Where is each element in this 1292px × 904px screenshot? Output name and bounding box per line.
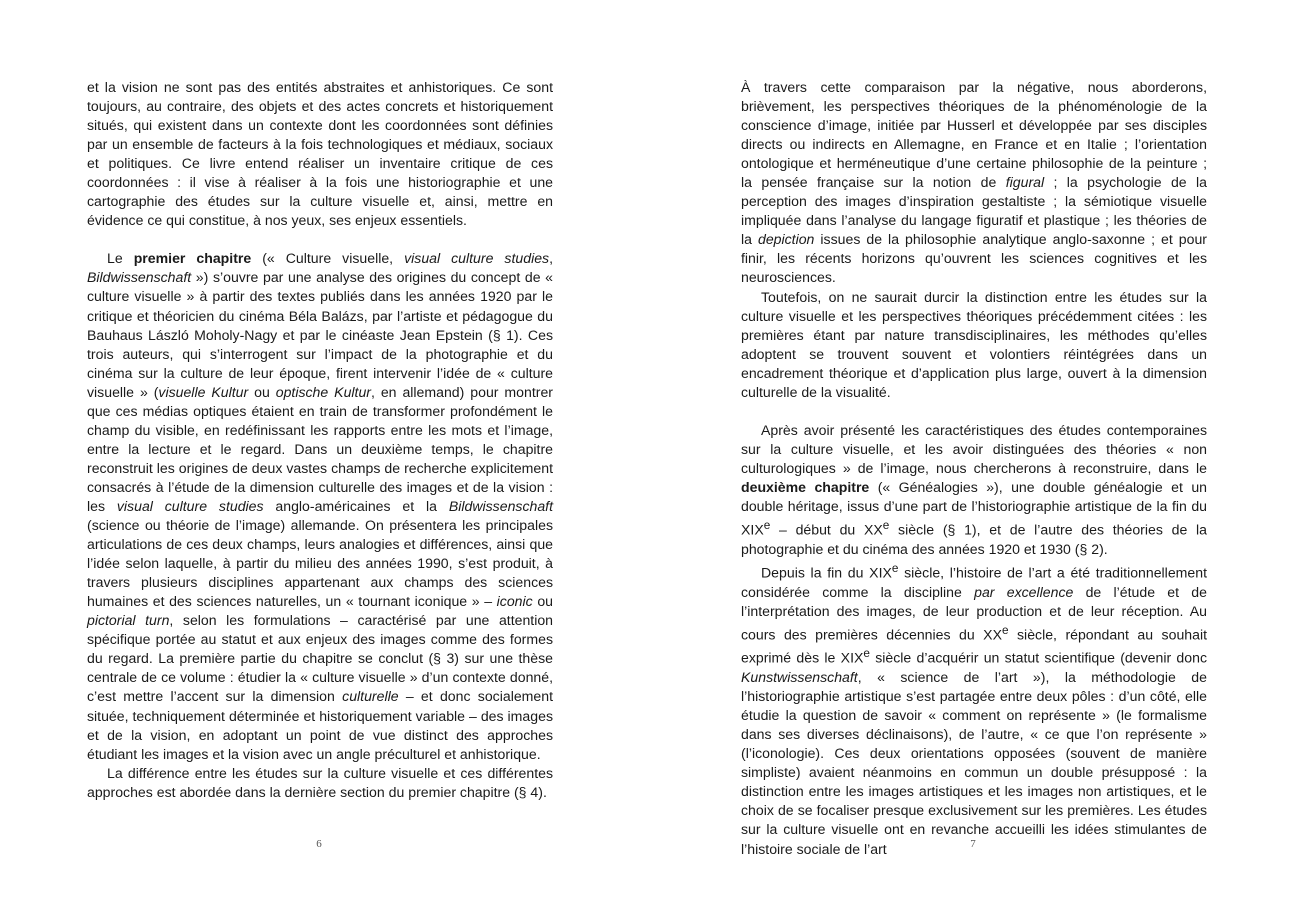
text-run: (science ou théorie de l’image) allemande. On présentera les principales articulations de ces deux champs, leurs analogies et différences, ainsi que l’idée selon laquelle, à partir du milieu des années 1990, s’est produit, à travers plusieurs disciplines appartenant aux champs des sciences humaines et des sciences naturelles, un « tournant iconique » – [87,517,553,610]
right-paragraph-2: Toutefois, on ne saurait durcir la distinction entre les études sur la culture visuelle et les perspectives théoriques précédemment citées : les premières étant par nature transdisciplinaires, les méthodes qu’elles adoptent se trouvent souvent et volontiers réintégrées dans un encadrement théorique et d’application plus large, ouvert à la dimension culturelle de la visualité. [741,288,1207,400]
text-run: , « science de l’art »), la méthodologie de l’historiographie artistique s’est partagée entre deux pôles : d’un côté, elle étudie la question de savoir « comment on représente » (le formalisme dans ses diverses déclinaisons), de l’autre, « ce que l’on représente » (l’iconologie). Ces deux orientations opposées (souvent de manière simpliste) avaient néanmoins en commun un double présupposé : la distinction entre les images artistiques et les images non artistiques, et le choix de se focaliser presque exclusivement sur les premières. Les études sur la culture visuelle ont en revanche accueilli les idées stimulantes de l’histoire sociale de l’art [741,669,1207,857]
text-run: ou [248,383,276,400]
left-page [87,78,553,802]
text-run: (« Généalogies »), une double généalogie et un double héritage, issus d’une part de l’historiographie artistique de la fin du XIX [741,478,1208,538]
italic-run: visual culture studies [404,250,550,267]
italic-run: Bildwissenschaft [87,269,192,286]
italic-run: depiction [757,231,815,248]
left-paragraph-1: et la vision ne sont pas des entités abstraites et anhistoriques. Ce sont toujours, au contraire, des objets et des actes concrets et historiquement situés, qui existent dans un contexte dont les coordonnées sont définies par un ensemble de facteurs à la fois technologiques et médiaux, sociaux et politiques. Ce livre entend réaliser un inventaire critique de ces coordonnées : il vise à réaliser à la fois une historiographie et une cartographie des études sur la culture visuelle et, ainsi, mettre en évidence ce qui constitue, à nos yeux, ses enjeux essentiels. [87,79,553,229]
left-paragraph-3: La différence entre les études sur la culture visuelle et ces différentes approches est abordée dans la dernière section du premier chapitre (§ 4). [87,764,553,800]
italic-run: Kunstwissenschaft [741,669,858,686]
bold-run: deuxième chapitre [741,478,870,495]
text-run: ; la psychologie de la perception des images d’inspiration gestaltiste ; la sémiotique visuelle impliquée dans l’analyse du langage figuratif et plastique ; les théories de la [741,174,1207,248]
right-paragraph-3 [741,421,1207,559]
text-run: siècle d’acquérir un statut scientifique (devenir donc [869,650,1207,667]
right-page [741,78,1207,859]
right-paragraph-1 [741,78,1207,288]
superscript: e [763,519,771,533]
italic-run: culturelle [342,688,399,705]
text-run: – et donc socialement située, techniquement déterminée et historiquement variable – des images et de la vision, en adoptant un point de vue distinct des approches étudiant les images et la vision avec un angle préculturel et anhistorique. [87,688,553,762]
superscript: e [882,519,890,533]
text-run: (« Culture visuelle, [251,250,405,267]
left-paragraph-2 [87,249,553,763]
left-page-number: 6 [316,838,322,850]
superscript: e [863,647,870,661]
text-run: siècle, l’histoire de l’art a été traditionnellement considérée comme la discipline [741,564,1207,600]
text-run: Depuis la fin du XIX [761,564,892,581]
text-run: À travers cette comparaison par la négative, nous aborderons, brièvement, les perspectives théoriques de la phénoménologie de la conscience d’image, initiée par Husserl et développée par ses disciples directs ou indirects en Allemagne, en France et en Italie ; l’orientation ontologique et herméneutique d’une certaine philosophie de la peinture ; la pensée française sur la notion de [741,79,1207,191]
italic-run: iconic [496,593,533,610]
text-run: ou [532,593,553,610]
text-run: siècle (§ 1), et de l’autre des théories de la photographie et du cinéma des années 1920 et 1930 (§ 2). [741,521,1207,557]
text-run: siècle, répondant au souhait exprimé dès le XIX [741,626,1207,667]
italic-run: optische Kultur [275,383,371,400]
text-run: , [549,250,554,267]
paragraph-gap [741,402,1207,421]
italic-run: pictorial turn [87,612,170,629]
italic-run: visual culture studies [116,497,264,514]
superscript: e [1001,623,1009,637]
text-run: ») s’ouvre par une analyse des origines du concept de « culture visuelle » à partir des textes publiés dans les années 1920 par le critique et théoricien du cinéma Béla Balázs, par l’artiste et pédagogue du Bauhaus László Moholy-Nagy et par le cinéaste Jean Epstein (§ 1). Ces trois auteurs, qui s’interrogent sur l’impact de la photographie et du cinéma sur la culture de leur époque, firent intervenir l’idée de « culture visuelle » ( [87,269,553,400]
text-run: , en allemand) pour montrer que ces médias optiques étaient en train de transformer profondément le champ du visible, en redéfinissant les rapports entre les mots et l’image, entre la lecture et le regard. Dans un deuxième temps, le chapitre reconstruit les origines de deux vastes champs de recherche explicitement consacrés à l’étude de la dimension culturelle des images et de la vision : les [87,383,553,514]
text-run: – début du XX [770,521,883,538]
italic-run: Bildwissenschaft [448,497,554,514]
right-page-number: 7 [970,838,976,850]
text-run: de l’étude et de l’interprétation des images, de leur production et de leur réception. Au cours des premières décennies du XX [741,583,1207,643]
bold-run: premier chapitre [133,250,252,267]
italic-run: par excellence [974,583,1074,600]
paragraph-gap [87,230,553,249]
text-run: Après avoir présenté les caractéristiques des études contemporaines sur la culture visuelle, et les avoir distinguées des théories « non culturologiques » de l’image, nous chercherons à reconstruire, dans le [741,421,1207,476]
italic-run: visuelle Kultur [158,383,249,400]
text-run: issues de la philosophie analytique anglo-saxonne ; et pour finir, les récents horizons qu’ouvrent les sciences cognitives et les neurosciences. [741,231,1207,286]
italic-run: figural [1005,174,1045,191]
text-run: , selon les formulations – caractérisé par une attention spécifique portée au statut et aux enjeux des images comme des formes du regard. La première partie du chapitre se conclut (§ 3) sur une thèse centrale de ce volume : étudier la « culture visuelle » d’un contexte donné, c’est mettre l’accent sur la dimension [87,612,554,705]
text-run: Le [107,250,134,267]
right-paragraph-4 [741,559,1207,859]
superscript: e [891,561,899,575]
text-run: anglo-américaines et la [263,497,449,514]
